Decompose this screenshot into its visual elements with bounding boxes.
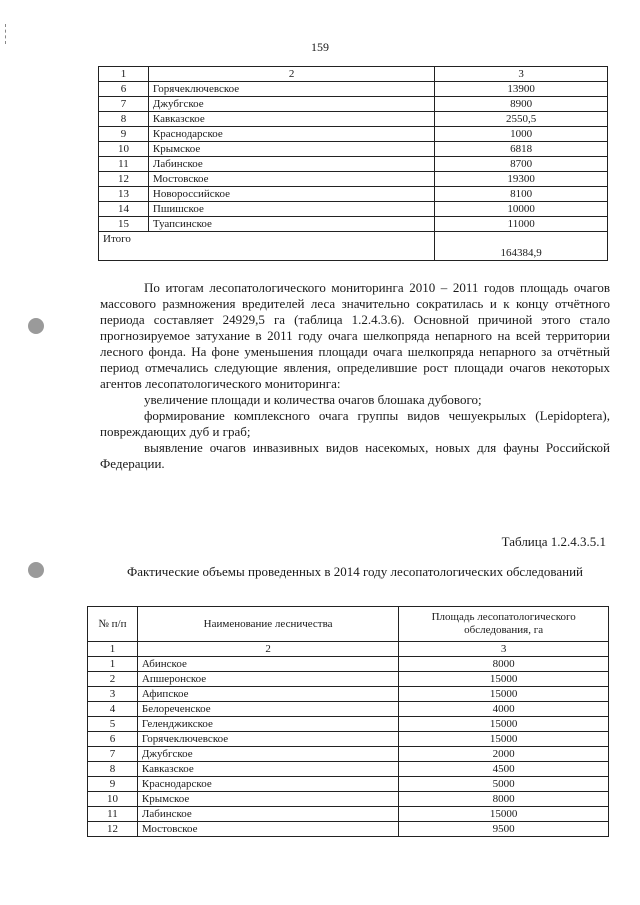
forestry-name: Геленджикское [137,717,398,732]
area-value: 8100 [435,187,608,202]
forestry-name: Кавказское [137,762,398,777]
table-row [99,97,608,112]
row-number: 2 [88,672,138,687]
table-row [88,792,609,807]
table-row [99,202,608,217]
row-number: 13 [99,187,149,202]
forestry-name: Горячеключевское [148,82,434,97]
area-value: 15000 [399,807,609,822]
header-cell: Наименование лесничества [137,607,398,642]
row-number: 11 [88,807,138,822]
forestry-area-table [98,66,608,261]
punch-hole [28,562,44,578]
row-number: 4 [88,702,138,717]
area-value: 15000 [399,687,609,702]
list-item: увеличение площади и количества очагов блошака дубового; [144,392,482,407]
row-number: 5 [88,717,138,732]
row-number: 3 [88,687,138,702]
table-row [88,822,609,837]
header-cell: 3 [435,67,608,82]
forestry-name: Крымское [148,142,434,157]
total-value: 164384,9 [435,232,608,261]
table-row [99,127,608,142]
forestry-name: Пшишское [148,202,434,217]
table-header-row [99,67,608,82]
area-value: 8000 [399,792,609,807]
area-value: 8900 [435,97,608,112]
total-label: Итого [99,232,435,261]
row-number: 1 [88,657,138,672]
row-number: 8 [88,762,138,777]
numbering-cell: 2 [137,642,398,657]
area-value: 10000 [435,202,608,217]
row-number: 15 [99,217,149,232]
row-number: 10 [88,792,138,807]
header-cell: 2 [148,67,434,82]
punch-hole [28,318,44,334]
table-row [88,762,609,777]
header-cell: Площадь лесопатологического обследования, га [399,607,609,642]
area-value: 19300 [435,172,608,187]
row-number: 10 [99,142,149,157]
area-value: 2000 [399,747,609,762]
row-number: 12 [88,822,138,837]
page-number: 159 [311,40,329,54]
header-cell: № п/п [88,607,138,642]
forestry-name: Лабинское [137,807,398,822]
area-value: 5000 [399,777,609,792]
table-label: Таблица 1.2.4.3.5.1 [501,534,606,549]
forestry-name: Апшеронское [137,672,398,687]
area-value: 2550,5 [435,112,608,127]
area-value: 8700 [435,157,608,172]
area-value: 8000 [399,657,609,672]
table-row [88,702,609,717]
numbering-cell: 3 [399,642,609,657]
table-title: Фактические объемы проведенных в 2014 году лесопатологических обследований [126,564,584,579]
table-row [88,657,609,672]
table-row [99,112,608,127]
forestry-name: Кавказское [148,112,434,127]
list-item: формирование комплексного очага группы видов чешуекрылых (Lepidoptera), повреждающих дуб и граб; [100,408,610,439]
table-row [99,142,608,157]
area-value: 4500 [399,762,609,777]
row-number: 14 [99,202,149,217]
forestry-name: Новороссийское [148,187,434,202]
table-row [88,807,609,822]
area-value: 15000 [399,732,609,747]
numbering-cell: 1 [88,642,138,657]
row-number: 12 [99,172,149,187]
forestry-name: Крымское [137,792,398,807]
area-value: 13900 [435,82,608,97]
forestry-name: Лабинское [148,157,434,172]
body-text [100,280,610,472]
table-row [88,672,609,687]
area-value: 1000 [435,127,608,142]
row-number: 8 [99,112,149,127]
forestry-name: Джубгское [137,747,398,762]
table-row [88,687,609,702]
forestry-name: Краснодарское [137,777,398,792]
forestry-name: Белореченское [137,702,398,717]
table-row [88,732,609,747]
forestry-name: Горячеключевское [137,732,398,747]
row-number: 9 [99,127,149,142]
paragraph: По итогам лесопатологического мониторинга 2010 – 2011 годов площадь очагов массового размножения вредителей леса значительно сократилась и к концу отчётного периода составляет 24929,5 га (таблица 1.2.4.3.6). Основной причиной этого стало прогнозируемое затухание в 2011 году очага шелкопряда непарного на всей территории лесного фонда. На фоне уменьшения площади очага шелкопряда непарного за отчётный период отмечались следующие явления, определившие рост площади очагов некоторых агентов лесопатологического мониторинга: [100,280,610,391]
row-number: 9 [88,777,138,792]
table-header-row [88,607,609,642]
table-numbering-row [88,642,609,657]
forestry-name: Краснодарское [148,127,434,142]
area-value: 9500 [399,822,609,837]
total-row [99,232,608,261]
forestry-name: Мостовское [137,822,398,837]
row-number: 11 [99,157,149,172]
area-value: 4000 [399,702,609,717]
table-row [88,777,609,792]
row-number: 7 [88,747,138,762]
area-value: 15000 [399,717,609,732]
table-row [99,187,608,202]
row-number: 6 [99,82,149,97]
forestry-name: Туапсинское [148,217,434,232]
table-row [99,157,608,172]
list-item: выявление очагов инвазивных видов насекомых, новых для фауны Российской Федерации. [100,440,610,471]
table-row [88,717,609,732]
survey-volume-table [87,606,609,837]
forestry-name: Афипское [137,687,398,702]
row-number: 6 [88,732,138,747]
header-cell: 1 [99,67,149,82]
table-row [99,172,608,187]
table-row [99,217,608,232]
area-value: 15000 [399,672,609,687]
area-value: 6818 [435,142,608,157]
table-row [88,747,609,762]
row-number: 7 [99,97,149,112]
table-row [99,82,608,97]
forestry-name: Абинское [137,657,398,672]
area-value: 11000 [435,217,608,232]
forestry-name: Мостовское [148,172,434,187]
forestry-name: Джубгское [148,97,434,112]
